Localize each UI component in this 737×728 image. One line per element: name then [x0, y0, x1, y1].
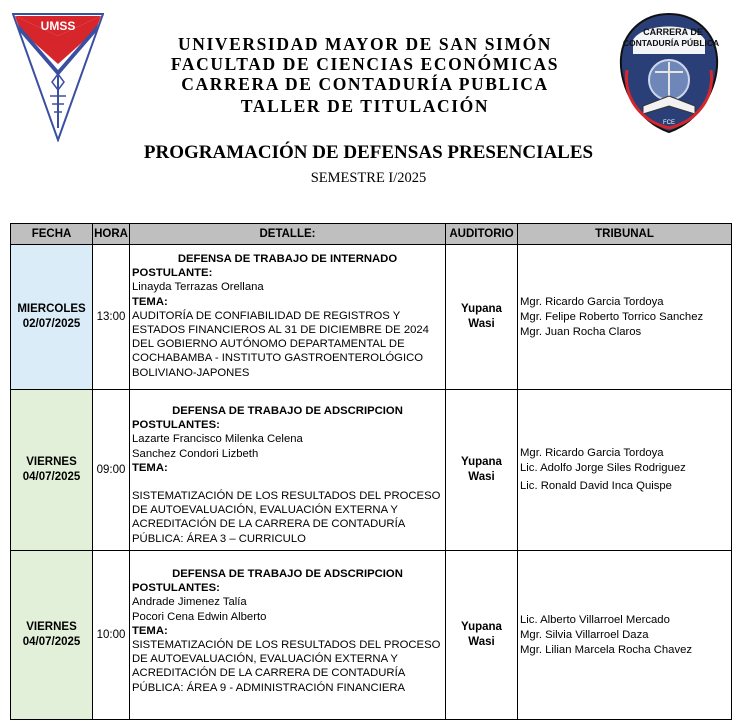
tribunal-member: Mgr. Felipe Roberto Torrico Sanchez [520, 310, 704, 323]
contaduria-logo-text-1: CARRERA DE [643, 27, 703, 37]
faculty-name: FACULTAD DE CIENCIAS ECONÓMICAS [170, 54, 560, 74]
auditorio-cell [446, 245, 518, 390]
postulante-name: Andrade Jimenez Talía [132, 596, 247, 609]
table-header-row [11, 224, 732, 245]
postulante-label: POSTULANTES: [132, 582, 220, 595]
postulante-label: POSTULANTE: [132, 267, 213, 280]
postulante-name: Lazarte Francisco Milenka Celena [132, 433, 303, 446]
hour-cell: 13:00 [93, 245, 130, 390]
auditorio-name-2: Wasi [468, 636, 495, 648]
tribunal-member: Mgr. Ricardo Garcia Tordoya [520, 295, 664, 308]
contaduria-logo [613, 10, 725, 135]
auditorio-name-2: Wasi [468, 471, 495, 483]
postulante-label: POSTULANTES: [132, 419, 220, 432]
tema-text: AUDITORÍA DE CONFIABILIDAD DE REGISTROS Y ESTADOS FINANCIEROS AL 31 DE DICIEMBRE DE 2024 DEL GOBIERNO AUTÓNOMO DEPARTAMENTAL DE COCHABAMBA - INSTITUTO GASTROENTEROLÓGICO BOLIVIANO-JAPONES [132, 309, 429, 379]
date-cell [11, 245, 93, 390]
page-title: PROGRAMACIÓN DE DEFENSAS PRESENCIALES [143, 142, 594, 163]
column-header-detalle: DETALLE: [130, 224, 446, 245]
postulante-name: Sanchez Condori Lizbeth [132, 447, 259, 460]
auditorio-name: Yupana [461, 303, 502, 315]
day-name: MIERCOLES [17, 303, 86, 315]
table-row [11, 245, 732, 390]
tema-label: TEMA: [132, 461, 168, 474]
contaduria-logo-text-3: FCE [663, 120, 675, 126]
tribunal-member: Lic. Adolfo Jorge Siles Rodriguez [520, 462, 686, 474]
tema-text: SISTEMATIZACIÓN DE LOS RESULTADOS DEL PROCESO DE AUTOEVALUACIÓN, EVALUACIÓN EXTERNA Y ACREDITACIÓN DE LA CARRERA DE CONTADURÍA PÚBLICA: ÁREA 9 - ADMINISTRACIÓN FINANCIERA [132, 639, 441, 694]
date-value: 02/07/2025 [22, 318, 81, 330]
date-value: 04/07/2025 [22, 471, 81, 483]
umss-logo-text: UMSS [40, 19, 76, 33]
defense-title: DEFENSA DE TRABAJO DE INTERNADO [177, 253, 398, 265]
postulante-name: Pocori Cena Edwin Alberto [132, 610, 267, 623]
table-row [11, 551, 732, 720]
tribunal-member: Lic. Alberto Villarroel Mercado [520, 613, 670, 626]
auditorio-name-2: Wasi [468, 318, 495, 330]
detail-cell [130, 551, 446, 720]
career-name: CARRERA DE CONTADURÍA PUBLICA [181, 74, 549, 94]
defense-schedule-table [10, 223, 732, 720]
auditorio-cell [446, 390, 518, 551]
workshop-name: TALLER DE TITULACIÓN [240, 96, 490, 116]
column-header-tribunal: TRIBUNAL [518, 224, 732, 245]
tribunal-member: Mgr. Silvia Villarroel Daza [520, 628, 649, 641]
tribunal-member: Mgr. Ricardo Garcia Tordoya [520, 447, 664, 459]
tribunal-cell [518, 551, 732, 720]
hour-cell: 09:00 [93, 390, 130, 551]
auditorio-cell [446, 551, 518, 720]
detail-cell [130, 245, 446, 390]
tema-label: TEMA: [132, 624, 168, 637]
tribunal-member: Mgr. Lilian Marcela Rocha Chavez [520, 643, 693, 656]
tema-text: SISTEMATIZACIÓN DE LOS RESULTADOS DEL PROCESO DE AUTOEVALUACIÓN, EVALUACIÓN EXTERNA Y ACREDITACIÓN DE LA CARRERA DE CONTADURÍA PÚBLICA: ÁREA 3 – CURRICULO [132, 490, 441, 545]
tribunal-member: Mgr. Juan Rocha Claros [520, 325, 642, 338]
page-subtitle: SEMESTRE I/2025 [310, 170, 427, 186]
hour-cell: 10:00 [93, 551, 130, 720]
auditorio-name: Yupana [461, 456, 502, 468]
umss-logo [12, 10, 104, 142]
tribunal-cell [518, 390, 732, 551]
contaduria-logo-text-2: CONTADURÍA PÚBLICA [622, 38, 720, 48]
tribunal-member: Lic. Ronald David Inca Quispe [520, 480, 672, 492]
table-row [11, 390, 732, 551]
tema-label: TEMA: [132, 295, 168, 308]
detail-cell [130, 390, 446, 551]
column-header-fecha: FECHA [11, 224, 93, 245]
date-cell [11, 551, 93, 720]
tribunal-cell [518, 245, 732, 390]
postulante-name: Linayda Terrazas Orellana [132, 281, 264, 294]
day-name: VIERNES [26, 456, 77, 468]
university-name: UNIVERSIDAD MAYOR DE SAN SIMÓN [177, 34, 553, 54]
column-header-hora: HORA [93, 224, 130, 245]
date-value: 04/07/2025 [22, 636, 81, 648]
date-cell [11, 390, 93, 551]
column-header-auditorio: AUDITORIO [446, 224, 518, 245]
defense-title: DEFENSA DE TRABAJO DE ADSCRIPCION [172, 405, 403, 417]
auditorio-name: Yupana [461, 621, 502, 633]
day-name: VIERNES [26, 621, 77, 633]
defense-title: DEFENSA DE TRABAJO DE ADSCRIPCION [172, 568, 403, 580]
